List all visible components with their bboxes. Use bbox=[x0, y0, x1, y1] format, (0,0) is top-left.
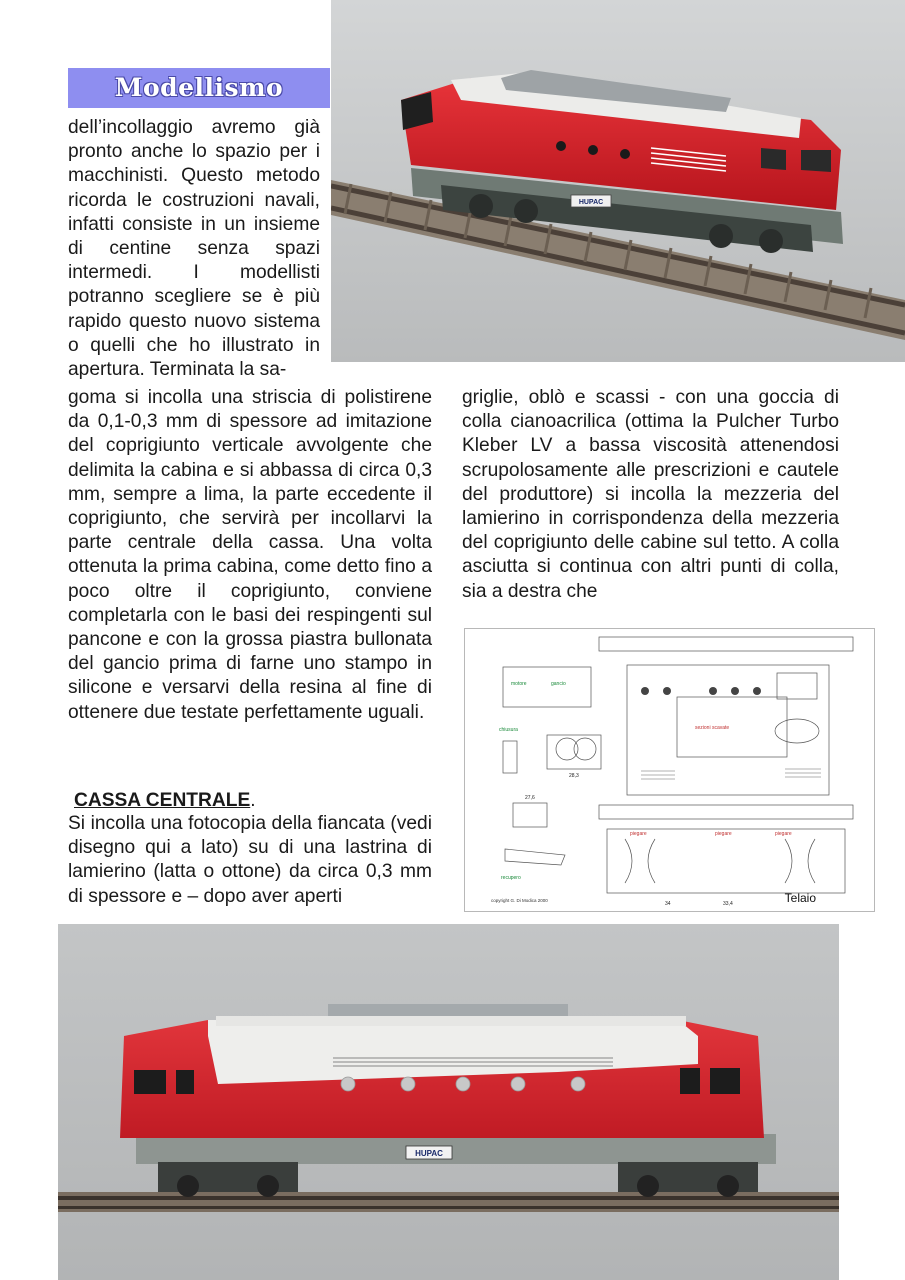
paragraph-col1-top: dell’incollaggio avremo già pronto anche lo spazio per i macchinisti. Questo metodo ricorda le costruzioni navali, infatti consiste in un insieme di centine senza spazi intermedi. I modellisti potranno scegliere se è più rapido questo nuovo sistema o quelli che ho illustrato in apertura. Terminata la sa- bbox=[68, 117, 320, 381]
svg-text:sezioni scavate: sezioni scavate bbox=[695, 725, 730, 731]
dim-label-2: 34 bbox=[665, 901, 671, 907]
col1-top-text bbox=[68, 116, 320, 382]
drawing-copyright: copyright G. Di Modica 2000 bbox=[491, 898, 548, 903]
col1-mid-text bbox=[68, 386, 432, 725]
svg-text:piegare: piegare bbox=[715, 831, 732, 837]
loco-plate-top: HUPAC bbox=[578, 199, 604, 206]
drawing-label: Telaio bbox=[784, 891, 816, 905]
paragraph-col1-mid: goma si incolla una striscia di polistirene da 0,1-0,3 mm di spessore ad imitazione del coprigiunto verticale avvolgente che delimita la cabina e si abbassa di circa 0,3 mm, sempre a lima, la parte eccedente il coprigiunto, che servirà per incollarvi la parte centrale della cassa. Una volta ottenuta la prima cabina, come detto fino a poco oltre il coprigiunto, conviene completarla con le basi dei respingenti sul pancone e con la grossa piastra bullonata del gancio prima di farne uno stampo in silicone e versarvi della resina al fine di ottenere due testate perfettamente uguali. bbox=[68, 387, 432, 723]
dim-label-4: 28,3 bbox=[569, 773, 579, 779]
svg-text:motore: motore bbox=[511, 681, 527, 687]
svg-text:piegare: piegare bbox=[630, 831, 647, 837]
loco-plate-bottom: HUPAC bbox=[415, 1149, 443, 1158]
paragraph-col1-bottom: Si incolla una fotocopia della fiancata (vedi disegno qui a lato) su di una lastrina di lamierino (latta o ottone) da circa 0,3 mm di spessore e – dopo aver aperti bbox=[68, 813, 432, 907]
svg-text:gancio: gancio bbox=[551, 681, 566, 687]
section-heading: CASSA CENTRALE. bbox=[74, 790, 256, 811]
locomotive-photo-top bbox=[331, 0, 905, 362]
svg-text:chiusura: chiusura bbox=[499, 727, 518, 733]
section-title: Modellismo bbox=[68, 68, 330, 108]
dim-label-3: 33,4 bbox=[723, 901, 733, 907]
svg-text:recupero: recupero bbox=[501, 875, 521, 881]
col2-text bbox=[462, 386, 839, 604]
locomotive-photo-bottom bbox=[58, 924, 839, 1280]
dim-label-1: 27,6 bbox=[525, 795, 535, 801]
svg-text:piegare: piegare bbox=[775, 831, 792, 837]
paragraph-col2: griglie, oblò e scassi - con una goccia di colla cianoacrilica (ottima la Pulcher Turbo Kleber LV a bassa viscosità attenendosi scrupolosamente alle prescrizioni e cautele del produttore) si incolla la mezzeria del lamierino in corrispondenza della mezzeria del coprigiunto delle cabine sul tetto. A colla asciutta si continua con altri punti di colla, sia a destra che bbox=[462, 387, 839, 602]
heading-cassa-centrale: CASSA CENTRALE bbox=[74, 790, 251, 811]
col1-bottom-text bbox=[68, 812, 432, 909]
technical-drawing bbox=[464, 628, 875, 912]
